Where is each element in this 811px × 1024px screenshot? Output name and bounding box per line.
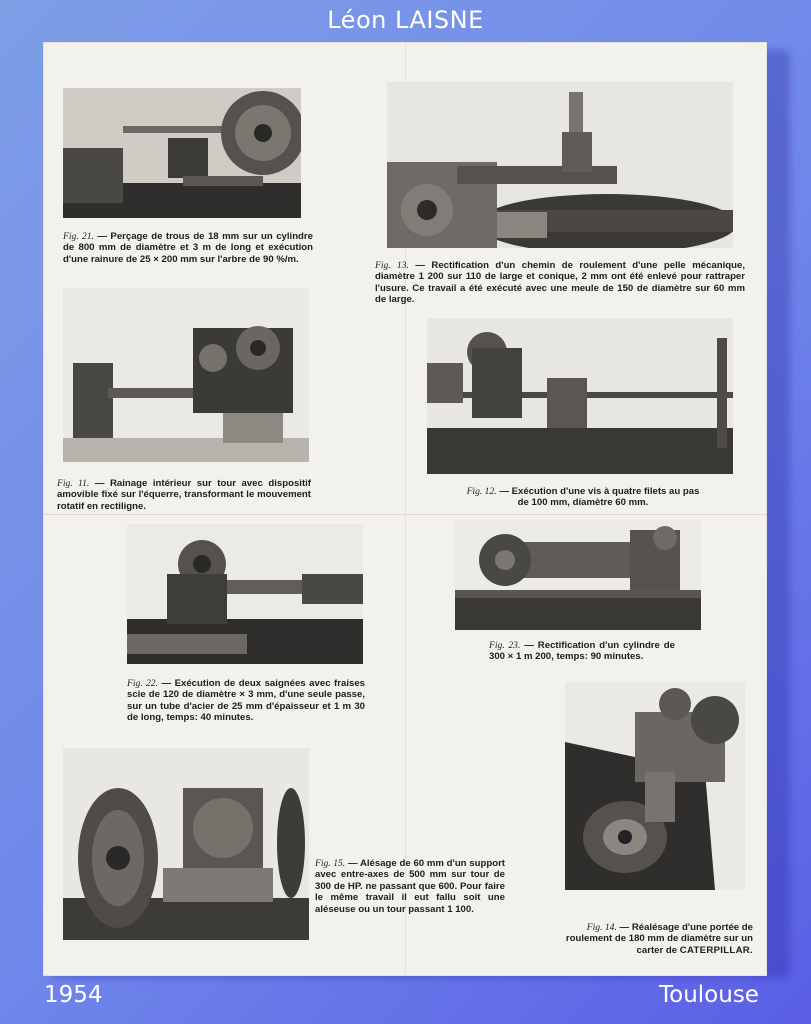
fig-label: Fig. 11. (57, 478, 90, 489)
frame-title: Léon LAISNE (327, 6, 484, 34)
caption-fig-22 (127, 678, 365, 724)
boring-support-image (63, 748, 309, 940)
photo-fig-21 (63, 88, 301, 218)
caption-fig-12 (465, 486, 701, 509)
caption-text: — Rectification d'un chemin de roulement d'une pelle mécanique, diamètre 1 200 sur 110 de large et conique, 2 mm ont été enlevé pour rattraper l'usure. Ce travail a été exécuté avec une meule de 150 de diamètre sur 60 mm de large. (375, 260, 745, 306)
fig-label: Fig. 23. (489, 640, 521, 651)
photo-fig-22 (127, 524, 363, 664)
photo-fig-11 (63, 288, 309, 462)
caption-fig-11 (57, 478, 311, 512)
caption-fig-15 (315, 858, 505, 915)
fig-label: Fig. 14. (586, 922, 617, 933)
caption-fig-21 (63, 231, 313, 265)
caption-text: — Exécution d'une vis à quatre filets au pas de 100 mm, diamètre 60 mm. (496, 486, 700, 509)
fig-label: Fig. 13. (375, 260, 409, 271)
caption-fig-13 (375, 260, 745, 306)
photo-fig-13 (387, 82, 733, 248)
fig-label: Fig. 22. (127, 678, 158, 689)
photo-fig-15 (63, 748, 309, 940)
frame-city: Toulouse (659, 982, 759, 1008)
fig-label: Fig. 21. (63, 231, 94, 242)
caterpillar-brand: CATERPILLAR. (679, 944, 753, 956)
grinding-ring-image (387, 82, 733, 248)
internal-slotting-image (63, 288, 309, 462)
frame-year: 1954 (44, 982, 103, 1008)
photo-fig-14 (565, 682, 745, 890)
caterpillar-housing-image (565, 682, 745, 890)
fig-label: Fig. 15. (315, 858, 346, 869)
caption-fig-23 (489, 640, 675, 663)
caption-text: — Exécution de deux saignées avec fraises scie de 120 de diamètre × 3 mm, d'une seule passe, sur un tube d'acier de 25 mm d'épaisseur et 1 m 30 de long, temps: 40 minutes. (127, 678, 365, 724)
caption-text: — Alésage de 60 mm d'un support avec entre-axes de 500 mm sur tour de 300 de HP. ne passant que 600. Pour faire le même travail il eut fallu soit une aléseuse ou un tour passant 1 100. (315, 858, 505, 915)
catalog-page (43, 42, 767, 976)
caption-text: — Réalésage d'une portée de roulement de 180 mm de diamètre sur un carter de (565, 922, 753, 956)
caption-text: — Rectification d'un cylindre de 300 × 1 m 200, temps: 90 minutes. (489, 640, 675, 663)
cylinder-grinding-image (455, 520, 701, 630)
photo-fig-23 (455, 520, 701, 630)
tube-slitting-image (127, 524, 363, 664)
lathe-drilling-image (63, 88, 301, 218)
thread-cutting-image (427, 318, 733, 474)
caption-text: — Rainage intérieur sur tour avec dispositif amovible fixé sur l'équerre, transformant le mouvement rotatif en rectiligne. (57, 478, 312, 512)
caption-fig-14 (563, 922, 753, 956)
photo-fig-12 (427, 318, 733, 474)
fig-label: Fig. 12. (466, 486, 497, 497)
caption-text: — Perçage de trous de 18 mm sur un cylindre de 800 mm de diamètre et 3 m de long et exécution d'une rainure de 25 × 200 mm sur l'arbre de 90 %/m. (63, 231, 313, 265)
